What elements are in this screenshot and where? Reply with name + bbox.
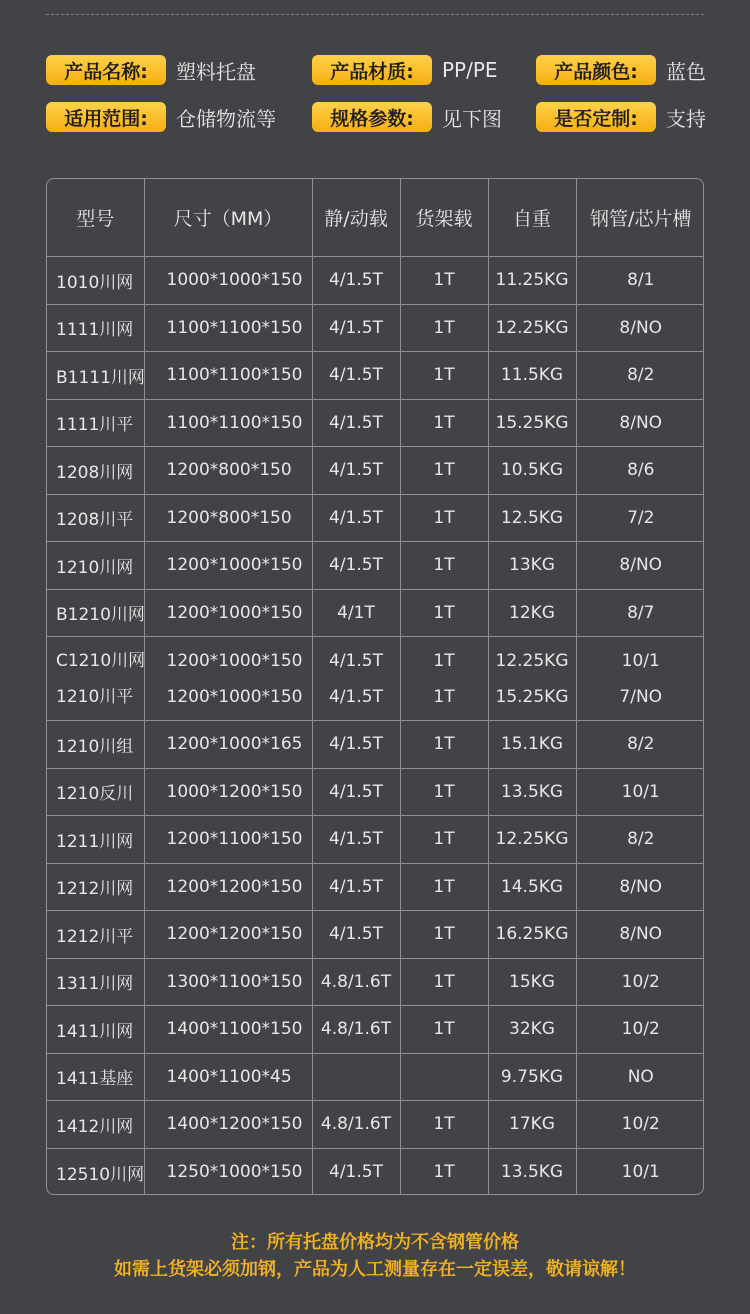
cell-rack: 1T <box>433 650 455 671</box>
spec-value: 仓储物流等 <box>176 106 276 131</box>
cell-model: 1411基座 <box>47 1053 144 1101</box>
spec-label: 是否定制: <box>536 102 656 132</box>
cell-tube: 7/2 <box>576 494 704 542</box>
cell-tube: 10/1 <box>621 650 660 671</box>
cell-load: 4/1.5T <box>312 863 400 911</box>
cell-model: 1210川组 <box>47 721 144 769</box>
cell-model: 1212川网 <box>47 863 144 911</box>
cell-rack: 1T <box>400 352 488 400</box>
cell-tube: 8/NO <box>576 399 704 447</box>
header-rack-load: 货架载 <box>400 179 488 257</box>
cell-size: 1000*1000*150 <box>144 257 312 305</box>
cell-rack: 1T <box>400 257 488 305</box>
header-weight: 自重 <box>488 179 576 257</box>
cell-load: 4/1.5T <box>312 304 400 352</box>
cell-weight: 16.25KG <box>488 911 576 959</box>
table-row <box>47 721 704 769</box>
spec-value: PP/PE <box>442 58 498 82</box>
table-row <box>47 1053 704 1101</box>
table-row <box>47 911 704 959</box>
spec-material <box>312 55 498 85</box>
cell-weight: 12.5KG <box>488 494 576 542</box>
cell-load: 4.8/1.6T <box>312 958 400 1006</box>
spec-label: 产品颜色: <box>536 55 656 85</box>
cell-weight: 15.25KG <box>495 686 569 707</box>
spec-color <box>536 55 706 85</box>
cell-size: 1000*1200*150 <box>144 768 312 816</box>
cell-tube-double <box>576 637 704 721</box>
cell-size: 1100*1100*150 <box>144 304 312 352</box>
cell-weight: 12.25KG <box>495 650 569 671</box>
cell-model: 1212川平 <box>47 911 144 959</box>
cell-load: 4/1.5T <box>312 257 400 305</box>
cell-model: C1210川网 <box>56 650 146 671</box>
header-tube-slot: 钢管/芯片槽 <box>576 179 704 257</box>
cell-model: B1111川网 <box>47 352 144 400</box>
table-row <box>47 399 704 447</box>
cell-size: 1200*800*150 <box>144 494 312 542</box>
spec-label: 适用范围: <box>46 102 166 132</box>
cell-weight: 12.25KG <box>488 304 576 352</box>
cell-size: 1100*1100*150 <box>144 399 312 447</box>
cell-size: 1200*1000*150 <box>166 650 303 671</box>
cell-load: 4/1.5T <box>312 399 400 447</box>
cell-tube: 10/1 <box>576 768 704 816</box>
cell-load: 4/1.5T <box>312 542 400 590</box>
spec-label: 规格参数: <box>312 102 432 132</box>
cell-model-double <box>47 637 144 721</box>
table-row <box>47 863 704 911</box>
cell-size: 1400*1100*45 <box>144 1053 312 1101</box>
cell-rack <box>400 1053 488 1101</box>
cell-rack: 1T <box>400 721 488 769</box>
cell-weight-double <box>488 637 576 721</box>
cell-rack: 1T <box>400 768 488 816</box>
table-row <box>47 768 704 816</box>
cell-tube: 8/NO <box>576 542 704 590</box>
spec-value: 见下图 <box>442 106 502 131</box>
cell-load: 4/1T <box>312 589 400 637</box>
pallet-spec-table <box>46 178 704 1195</box>
cell-rack: 1T <box>400 447 488 495</box>
cell-tube: 8/NO <box>576 911 704 959</box>
cell-load: 4/1.5T <box>312 1148 400 1195</box>
price-note: 注：所有托盘价格均为不含钢管价格 <box>231 1232 519 1253</box>
spec-parameters <box>312 102 502 132</box>
table-row <box>47 589 704 637</box>
cell-rack: 1T <box>400 542 488 590</box>
table-row <box>47 958 704 1006</box>
cell-load: 4/1.5T <box>312 447 400 495</box>
cell-weight: 9.75KG <box>488 1053 576 1101</box>
cell-load-double <box>312 637 400 721</box>
cell-load: 4/1.5T <box>312 911 400 959</box>
cell-size: 1250*1000*150 <box>144 1148 312 1195</box>
spec-value: 蓝色 <box>666 59 706 84</box>
cell-tube: 10/2 <box>576 1006 704 1054</box>
cell-weight: 14.5KG <box>488 863 576 911</box>
cell-rack: 1T <box>400 1101 488 1149</box>
cell-size: 1400*1200*150 <box>144 1101 312 1149</box>
cell-model: 12510川网 <box>47 1148 144 1195</box>
cell-load: 4/1.5T <box>312 352 400 400</box>
cell-model: 1111川网 <box>47 304 144 352</box>
cell-load: 4/1.5T <box>312 494 400 542</box>
cell-weight: 12KG <box>488 589 576 637</box>
cell-model: 1311川网 <box>47 958 144 1006</box>
table-row <box>47 1006 704 1054</box>
cell-tube: NO <box>576 1053 704 1101</box>
cell-weight: 15.1KG <box>488 721 576 769</box>
spec-value: 支持 <box>666 106 706 131</box>
cell-tube: 8/6 <box>576 447 704 495</box>
cell-weight: 10.5KG <box>488 447 576 495</box>
cell-rack: 1T <box>400 399 488 447</box>
spec-customizable <box>536 102 706 132</box>
table-row <box>47 1101 704 1149</box>
cell-rack: 1T <box>433 686 455 707</box>
cell-rack: 1T <box>400 863 488 911</box>
table-row-double <box>47 637 704 721</box>
table-row <box>47 304 704 352</box>
cell-model: 1210川网 <box>47 542 144 590</box>
cell-tube: 8/2 <box>576 816 704 864</box>
cell-tube: 10/2 <box>576 958 704 1006</box>
cell-weight: 13KG <box>488 542 576 590</box>
cell-weight: 17KG <box>488 1101 576 1149</box>
cell-size-double <box>144 637 312 721</box>
cell-load: 4/1.5T <box>329 686 383 707</box>
table-row <box>47 1148 704 1195</box>
cell-weight: 32KG <box>488 1006 576 1054</box>
cell-tube: 7/NO <box>619 686 663 707</box>
header-load: 静/动载 <box>312 179 400 257</box>
cell-model: 1210川平 <box>56 686 134 707</box>
table-row <box>47 257 704 305</box>
top-divider <box>46 14 704 15</box>
cell-load: 4/1.5T <box>312 816 400 864</box>
cell-load: 4/1.5T <box>329 650 383 671</box>
cell-size: 1200*800*150 <box>144 447 312 495</box>
cell-rack: 1T <box>400 494 488 542</box>
cell-size: 1200*1200*150 <box>144 863 312 911</box>
cell-load: 4.8/1.6T <box>312 1101 400 1149</box>
cell-rack: 1T <box>400 304 488 352</box>
table-header-row <box>47 179 704 257</box>
cell-size: 1200*1000*150 <box>144 542 312 590</box>
cell-model: B1210川网 <box>47 589 144 637</box>
cell-rack: 1T <box>400 1006 488 1054</box>
cell-rack: 1T <box>400 816 488 864</box>
cell-tube: 8/NO <box>576 304 704 352</box>
header-model: 型号 <box>47 179 144 257</box>
cell-model: 1010川网 <box>47 257 144 305</box>
cell-tube: 10/1 <box>621 1162 660 1182</box>
cell-model: 1111川平 <box>47 399 144 447</box>
cell-weight: 15KG <box>488 958 576 1006</box>
table-row <box>47 352 704 400</box>
cell-model: 1211川网 <box>47 816 144 864</box>
cell-model: 1210反川 <box>47 768 144 816</box>
cell-size: 1200*1000*165 <box>144 721 312 769</box>
cell-rack: 1T <box>400 911 488 959</box>
cell-tube: 8/7 <box>576 589 704 637</box>
header-size: 尺寸（MM） <box>144 179 312 257</box>
cell-tube: 8/1 <box>576 257 704 305</box>
table-row <box>47 447 704 495</box>
cell-model: 1208川网 <box>47 447 144 495</box>
cell-rack: 1T <box>400 1148 488 1195</box>
cell-tube: 8/NO <box>576 863 704 911</box>
spec-product-name <box>46 55 256 85</box>
cell-weight: 11.5KG <box>488 352 576 400</box>
cell-model: 1208川平 <box>47 494 144 542</box>
cell-size: 1300*1100*150 <box>144 958 312 1006</box>
cell-rack: 1T <box>400 958 488 1006</box>
cell-tube: 10/2 <box>576 1101 704 1149</box>
table-row <box>47 542 704 590</box>
cell-load <box>312 1053 400 1101</box>
cell-model: 1412川网 <box>47 1101 144 1149</box>
spec-application <box>46 102 276 132</box>
spec-value: 塑料托盘 <box>176 59 256 84</box>
spec-label: 产品名称: <box>46 55 166 85</box>
cell-load: 4.8/1.6T <box>312 1006 400 1054</box>
cell-load: 4/1.5T <box>312 768 400 816</box>
cell-rack: 1T <box>400 589 488 637</box>
cell-weight: 15.25KG <box>488 399 576 447</box>
cell-weight: 12.25KG <box>488 816 576 864</box>
disclaimer-note: 如需上货架必须加钢，产品为人工测量存在一定误差，敬请谅解！ <box>114 1259 636 1280</box>
cell-weight: 13.5KG <box>488 1148 576 1195</box>
cell-size: 1200*1100*150 <box>144 816 312 864</box>
spec-label: 产品材质: <box>312 55 432 85</box>
cell-weight: 13.5KG <box>488 768 576 816</box>
cell-size: 1200*1200*150 <box>144 911 312 959</box>
table-row <box>47 816 704 864</box>
cell-size: 1200*1000*150 <box>166 686 303 707</box>
table-row <box>47 494 704 542</box>
cell-size: 1200*1000*150 <box>144 589 312 637</box>
cell-weight: 11.25KG <box>488 257 576 305</box>
cell-size: 1400*1100*150 <box>144 1006 312 1054</box>
cell-rack-double <box>400 637 488 721</box>
cell-model: 1411川网 <box>47 1006 144 1054</box>
cell-tube: 8/2 <box>576 352 704 400</box>
cell-tube: 8/2 <box>576 721 704 769</box>
cell-size: 1100*1100*150 <box>144 352 312 400</box>
cell-load: 4/1.5T <box>312 721 400 769</box>
